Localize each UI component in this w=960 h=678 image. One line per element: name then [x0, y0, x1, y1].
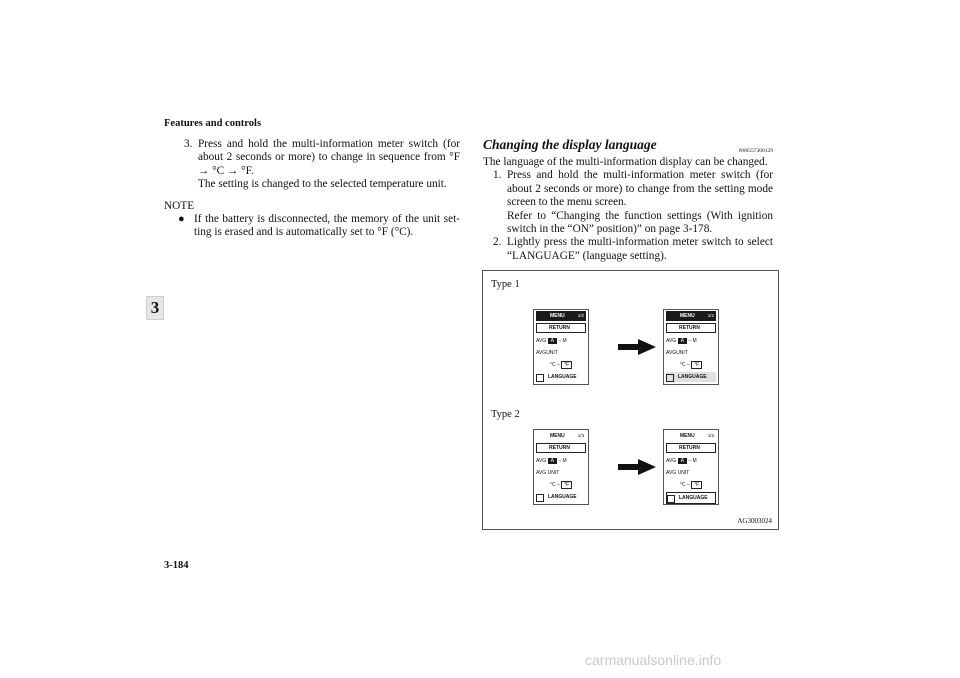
- page-number: 3-184: [164, 560, 189, 571]
- language-row: LANGUAGE: [536, 492, 586, 502]
- avg-row: AVG A – M: [666, 338, 697, 344]
- avg-row: AVG A – M: [536, 458, 567, 464]
- type-2-screen-after: [663, 429, 719, 505]
- language-icon: [536, 494, 544, 502]
- type-2-label: Type 2: [491, 409, 520, 420]
- chapter-tab: 3: [146, 296, 164, 320]
- language-icon: [667, 495, 675, 503]
- language-icon: [536, 374, 544, 382]
- step-1-text: Press and hold the multi-information meter switch (for about 2 seconds or more) to change from the setting mode screen to the menu screen.: [507, 169, 773, 209]
- type-1-label: Type 1: [491, 279, 520, 290]
- temp-row: °C – °F: [536, 360, 586, 370]
- note-title: NOTE: [164, 199, 195, 212]
- return-row: RETURN: [666, 323, 716, 333]
- note-item: [178, 213, 460, 240]
- language-row: LANGUAGE: [666, 492, 716, 504]
- figure-code: AG3003024: [737, 517, 772, 525]
- section-title-row: [483, 138, 773, 154]
- avg-unit-row: AVGUNIT: [666, 350, 688, 356]
- menu-row: MENU 1/3: [666, 431, 716, 441]
- avg-unit-row: AVGUNIT: [536, 350, 558, 356]
- left-column: [164, 138, 460, 240]
- language-row: LANGUAGE: [666, 372, 716, 382]
- avg-unit-row: AVG UNIT: [666, 470, 690, 476]
- menu-row: MENU 1/3: [536, 431, 586, 441]
- note-text: If the battery is disconnected, the memory of the unit set-ting is erased and is automatically set to °F (°C).: [194, 213, 460, 239]
- step-1-number: 1.: [493, 169, 502, 182]
- section-code: N00557300129: [738, 148, 773, 154]
- watermark: carmanualsonline.info: [585, 652, 722, 668]
- step-3-number: 3.: [184, 138, 193, 150]
- language-row: LANGUAGE: [536, 372, 586, 382]
- return-row: RETURN: [536, 443, 586, 453]
- bullet-icon: ●: [178, 213, 185, 226]
- avg-unit-row: AVG UNIT: [536, 470, 560, 476]
- step-2-number: 2.: [493, 236, 502, 249]
- step-1: [491, 169, 773, 236]
- step-3-text: Press and hold the multi-information meter switch (for about 2 seconds or more) to change in sequence from °F → °C → °F.: [198, 138, 460, 177]
- step-3: [182, 138, 460, 192]
- temp-row: °C – °F: [666, 360, 716, 370]
- type-1-screen-before: [533, 309, 589, 385]
- menu-row: MENU 1/2: [536, 311, 586, 321]
- avg-row: AVG A – M: [666, 458, 697, 464]
- right-arrow-icon: [638, 339, 656, 355]
- section-title: Changing the display language: [483, 137, 657, 152]
- intro-text: The language of the multi-information display can be changed.: [483, 156, 768, 168]
- step-2-text: Lightly press the multi-information meter switch to select “LANGUAGE” (language setting).: [507, 236, 773, 262]
- step-3-result: The setting is changed to the selected temperature unit.: [198, 178, 447, 191]
- temp-row: °C – °F: [666, 480, 716, 490]
- display-figure: [482, 270, 779, 530]
- menu-row: MENU 1/2: [666, 311, 716, 321]
- return-row: RETURN: [536, 323, 586, 333]
- type-2-screen-before: [533, 429, 589, 505]
- step-2: [491, 236, 773, 263]
- temp-row: °C – °F: [536, 480, 586, 490]
- step-1-ref: Refer to “Changing the function settings (With ignition switch in the “ON” position)” on page 3-178.: [507, 209, 773, 236]
- return-row: RETURN: [666, 443, 716, 453]
- language-icon: [666, 374, 674, 382]
- right-column: [483, 138, 773, 263]
- type-1-screen-after: [663, 309, 719, 385]
- avg-row: AVG A – M: [536, 338, 567, 344]
- right-arrow-icon: [638, 459, 656, 475]
- page-header: Features and controls: [164, 118, 262, 129]
